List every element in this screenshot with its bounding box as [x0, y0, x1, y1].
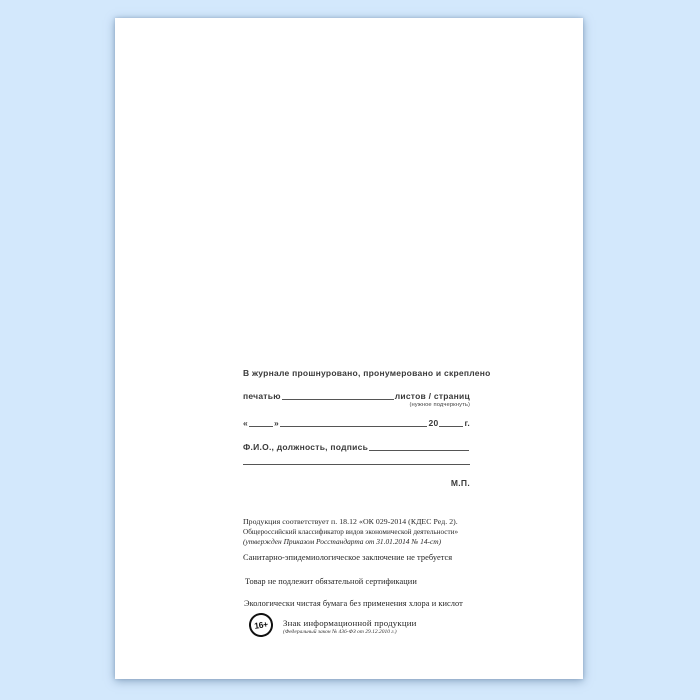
- lacing-statement-row: [243, 368, 491, 378]
- fio-label: Ф.И.О., должность, подпись: [243, 442, 369, 452]
- age-mark-title: Знак информационной продукции: [283, 618, 417, 628]
- compliance-line-1: Продукция соответствует п. 18.12 «ОК 029-2014 (КДЕС Ред. 2).: [243, 517, 458, 526]
- sanitary-note: Санитарно-эпидемиологическое заключение не требуется: [243, 553, 453, 562]
- stamp-place-label: М.П.: [450, 478, 470, 488]
- year-prefix: 20: [428, 418, 439, 428]
- compliance-line-3: (утвержден Приказом Росстандарта от 31.01.2014 № 14-ст): [243, 537, 442, 546]
- sheets-pages-label: листов / страниц: [394, 391, 470, 401]
- quote-open: «: [243, 418, 248, 428]
- year-suffix: г.: [464, 418, 470, 428]
- lacing-statement: В журнале прошнуровано, пронумеровано и скреплено: [243, 368, 491, 378]
- compliance-line-2: Общероссийский классификатор видов экономической деятельности»: [243, 527, 459, 536]
- age-16-badge-icon: 16+: [247, 611, 274, 638]
- date-row: [243, 418, 470, 428]
- compliance-block: [243, 517, 483, 546]
- month-blank-line: [280, 420, 428, 427]
- seal-label: печатью: [243, 391, 281, 401]
- seal-sheets-row: [243, 391, 470, 401]
- quote-close: »: [273, 418, 279, 428]
- document-page: [115, 18, 583, 679]
- continuation-line-row: [243, 458, 470, 465]
- eco-paper-note: Экологически чистая бумага без применения хлора и кислот: [244, 599, 463, 608]
- day-blank-line: [249, 420, 273, 427]
- blank-line: [282, 393, 394, 400]
- year-blank-line: [439, 420, 463, 427]
- continuation-blank-line: [243, 458, 470, 465]
- certification-note: Товар не подлежит обязательной сертификации: [245, 577, 417, 586]
- age-mark-text: [283, 613, 417, 635]
- age-mark-subtitle: (Федеральный закон № 436-ФЗ от 29.12.2010 г.): [283, 629, 397, 635]
- name-position-signature-row: [243, 442, 470, 452]
- underline-needed-note: (нужное подчеркнуть): [409, 402, 470, 408]
- page-content: [243, 368, 491, 668]
- signature-blank-line: [369, 444, 469, 451]
- age-mark-block: [249, 613, 417, 637]
